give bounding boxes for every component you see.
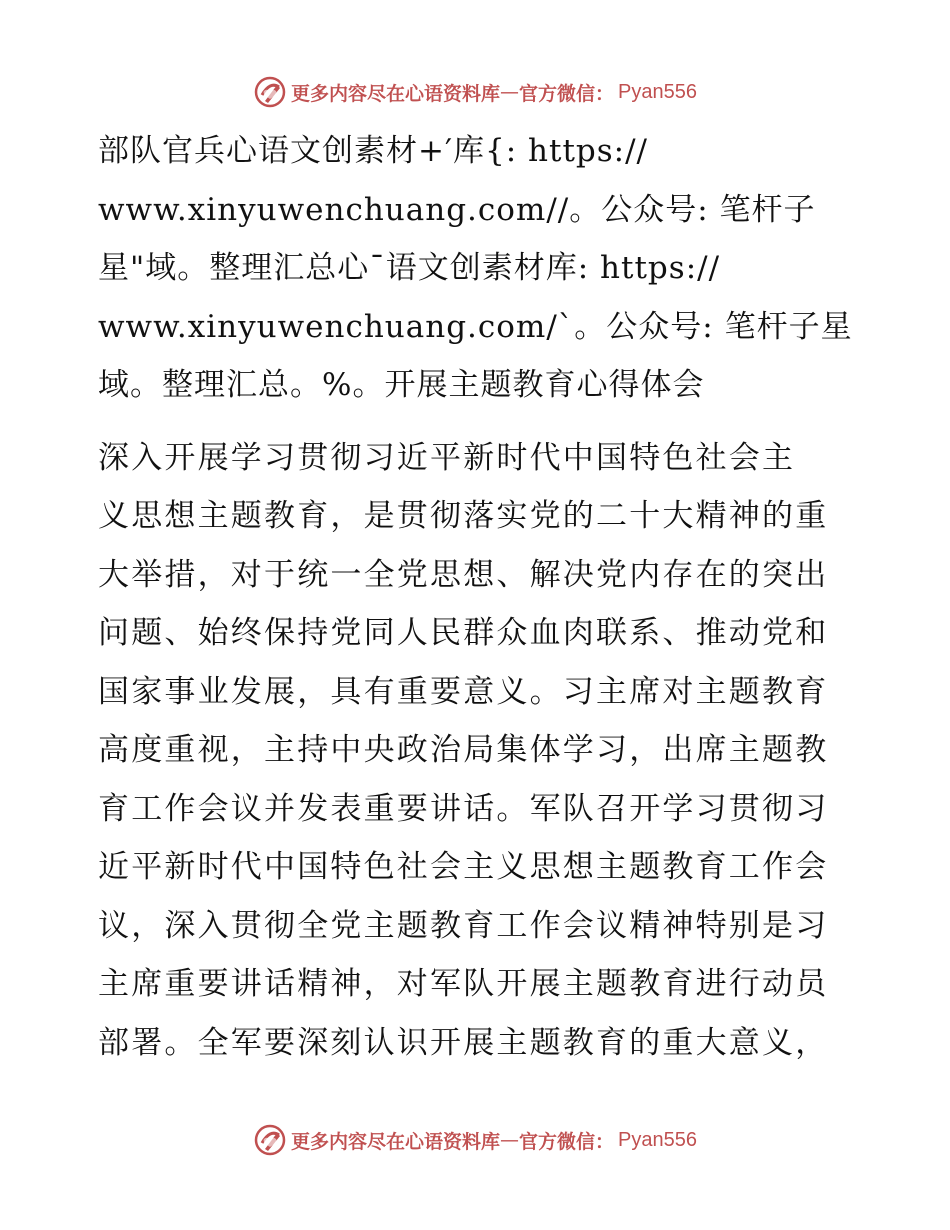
intro-paragraph (98, 122, 853, 415)
header-separator: — (500, 81, 520, 103)
document-body (98, 122, 853, 1072)
footer-banner (0, 1120, 950, 1160)
text-line: 星"域。整理汇总心¯语文创素材库: https:// (98, 250, 721, 286)
text-line: www.xinyuwenchuang.com/`。公众号: 笔杆子星 (98, 308, 853, 345)
text-line: 主席重要讲话精神，对军队开展主题教育进行动员 (98, 966, 829, 1002)
text-line: 深入开展学习贯彻习近平新时代中国特色社会主 (98, 439, 796, 476)
text-line: 国家事业发展，具有重要意义。习主席对主题教育 (98, 673, 829, 710)
text-line: 育工作会议并发表重要讲话。军队召开学习贯彻习 (98, 790, 829, 827)
text-line: 域。整理汇总。%。开展主题教育心得体会 (98, 367, 705, 403)
footer-promo-text: 更多内容尽在心语资料库 (291, 1130, 501, 1153)
pen-heart-logo-icon (253, 75, 287, 109)
text-line: 义思想主题教育，是贯彻落实党的二十大精神的重 (98, 498, 829, 534)
text-line: 大举措，对于统一全党思想、解决党内存在的突出 (98, 556, 829, 593)
text-line: 问题、始终保持党同人民群众血肉联系、推动党和 (98, 615, 829, 651)
text-line: 议，深入贯彻全党主题教育工作会议精神特别是习 (98, 907, 829, 944)
body-paragraph (98, 429, 850, 1073)
text-line: 近平新时代中国特色社会主义思想主题教育工作会 (98, 849, 829, 885)
text-line: 部队官兵心语文创素材+′库{: https:// (98, 133, 648, 169)
pen-heart-logo-icon (253, 1123, 287, 1157)
footer-wechat-id: Pyan556 (618, 1128, 697, 1151)
text-line: 部署。全军要深刻认识开展主题教育的重大意义， (98, 1024, 829, 1061)
header-wechat-label: 官方微信： (519, 82, 615, 105)
header-banner (0, 72, 950, 112)
footer-wechat-label: 官方微信： (519, 1130, 615, 1153)
text-line: www.xinyuwenchuang.com//。公众号: 笔杆子 (98, 191, 816, 228)
text-line: 高度重视，主持中央政治局集体学习，出席主题教 (98, 732, 829, 768)
header-wechat-id: Pyan556 (618, 80, 697, 103)
header-promo-text: 更多内容尽在心语资料库 (291, 82, 501, 105)
footer-separator: — (500, 1129, 520, 1151)
